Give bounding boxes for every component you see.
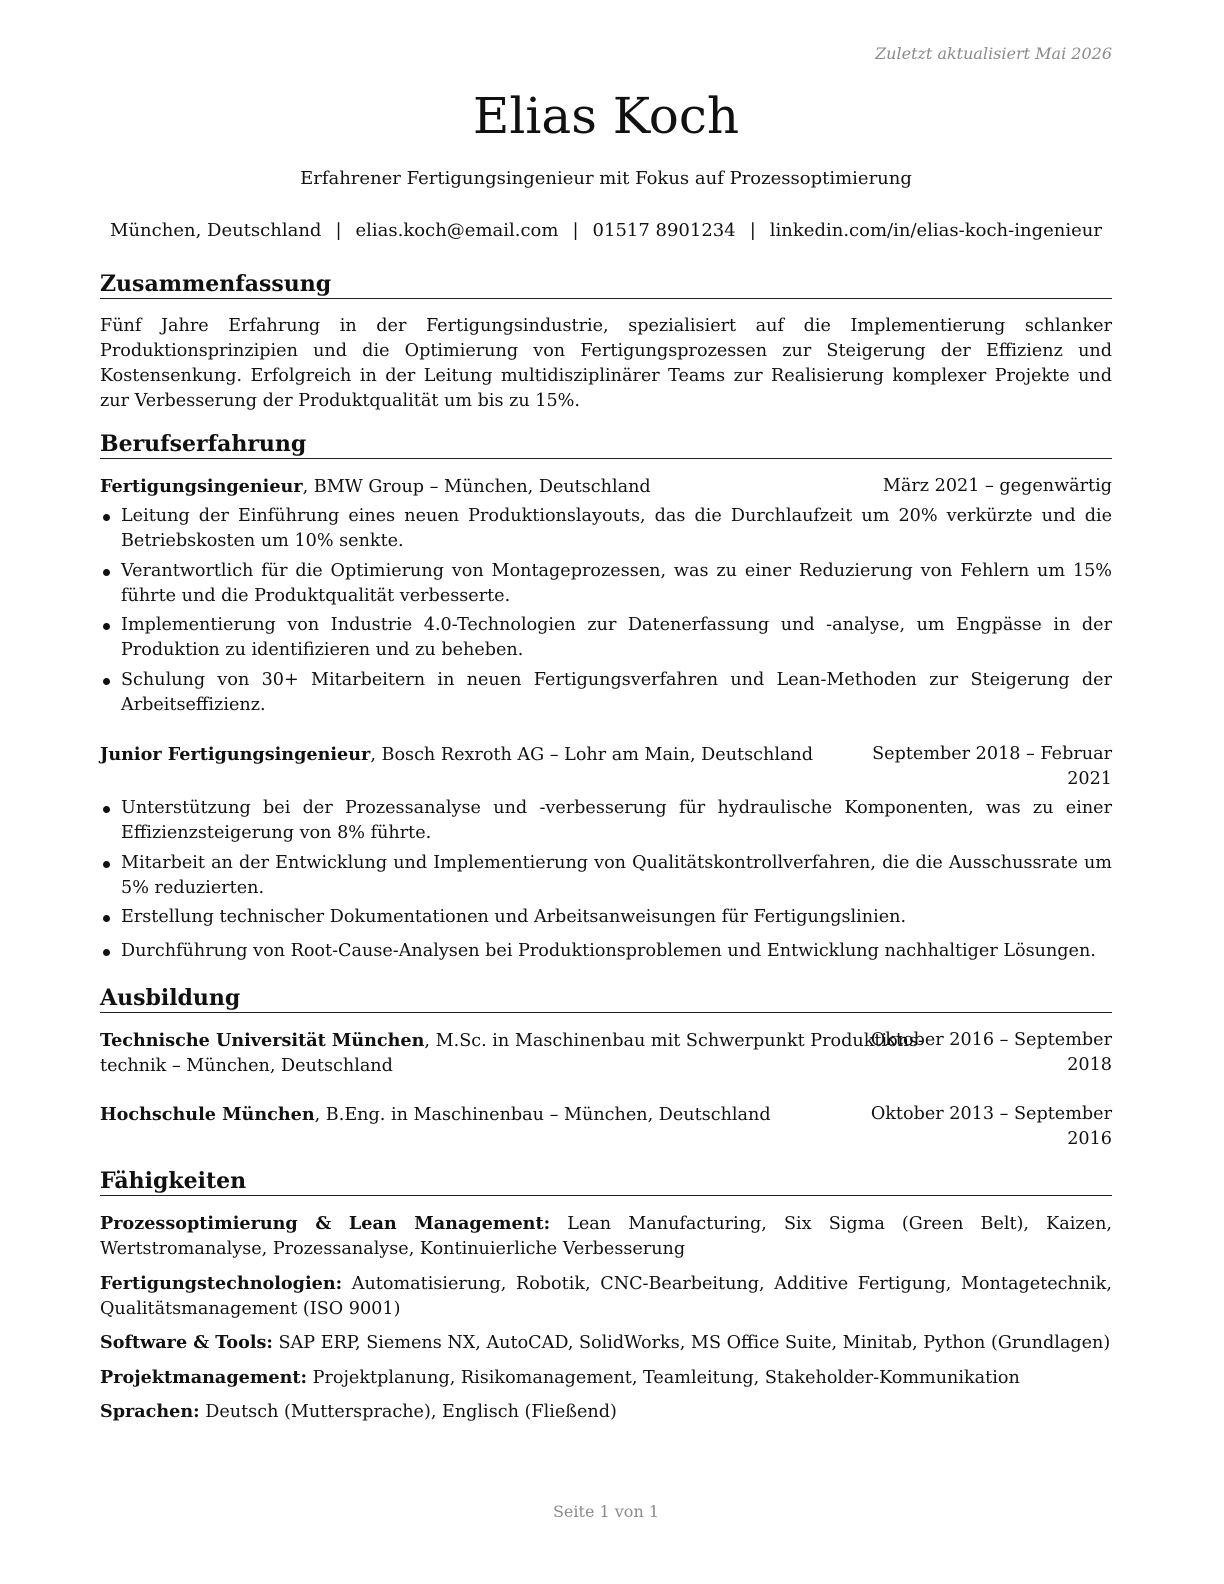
skill-label: Projektmanagement:: [100, 1366, 308, 1388]
list-item: Mitarbeit an der Entwicklung und Implementierung von Qualitätskontrollverfahren, die die Ausschussrate um 5% reduzierten.: [100, 851, 1112, 901]
education-entry: [100, 1028, 1112, 1078]
contact-line: [100, 219, 1112, 243]
education-dates: [871, 1028, 1112, 1078]
job-dates-line: September 2018 – Februar: [872, 744, 1112, 764]
job-bullets: [100, 796, 1112, 969]
job-title: [100, 474, 651, 500]
education-title: [100, 1102, 771, 1128]
resume-page: [100, 0, 1112, 1584]
job-bullets: [100, 504, 1112, 722]
job-header: [100, 742, 1112, 792]
education-dates-line: Oktober 2016 – September: [870, 1030, 1112, 1050]
job-company: , Bosch Rexroth AG – Lohr am Main, Deutschland: [370, 745, 814, 765]
section-title-experience: Berufserfahrung: [100, 430, 1112, 459]
skill-label: Prozessoptimierung & Lean Management:: [100, 1213, 551, 1234]
skill-row: [100, 1399, 1112, 1425]
skill-row: [100, 1365, 1112, 1391]
last-updated: Zuletzt aktualisiert Mai 2026: [875, 44, 1112, 63]
section-title-summary: Zusammenfassung: [100, 270, 1112, 299]
education-entry: [100, 1102, 1112, 1152]
skill-value: SAP ERP, Siemens NX, AutoCAD, SolidWorks, MS Office Suite, Minitab, Python (Grundlagen): [272, 1333, 1111, 1353]
skill-label: Sprachen:: [100, 1401, 200, 1422]
list-item: Erstellung technischer Dokumentationen und Arbeitsanweisungen für Fertigungslinien.: [100, 905, 1112, 930]
job-company: , BMW Group – München, Deutschland: [302, 477, 651, 497]
job-dates: [872, 742, 1112, 792]
job-dates: März 2021 – gegenwärtig: [882, 476, 1112, 496]
skill-label: Software & Tools:: [100, 1332, 273, 1353]
section-title-skills: Fähigkeiten: [100, 1167, 1112, 1196]
education-school: Hochschule München: [100, 1104, 315, 1125]
job-title: [100, 742, 813, 768]
contact-separator: |: [335, 220, 342, 241]
job-dates-line: 2021: [1067, 769, 1112, 789]
skills-list: [100, 1211, 1112, 1434]
skill-value: Automatisierung, Robotik, CNC-Bearbeitung, Additive Fertigung, Montagetechnik, Qualitätsmanagement (ISO 9001): [100, 1273, 1112, 1319]
contact-separator: |: [749, 220, 756, 241]
contact-linkedin[interactable]: linkedin.com/in/elias-koch-ingenieur: [769, 220, 1102, 241]
contact-email[interactable]: elias.koch@email.com: [355, 220, 559, 241]
education-degree: technik – München, Deutschland: [100, 1056, 393, 1076]
education-dates: [871, 1102, 1112, 1152]
education-degree: , B.Eng. in Maschinenbau – München, Deutschland: [314, 1105, 771, 1125]
list-item: Implementierung von Industrie 4.0-Technologien zur Datenerfassung und -analyse, um Engpässe in der Produktion zu identifizieren und zu beheben.: [100, 613, 1112, 663]
list-item: Durchführung von Root-Cause-Analysen bei Produktionsproblemen und Entwicklung nachhaltiger Lösungen.: [100, 939, 1112, 964]
list-item: Unterstützung bei der Prozessanalyse und -verbesserung für hydraulische Komponenten, was zu einer Effizienzsteigerung von 8% führte.: [100, 796, 1112, 846]
candidate-name: Elias Koch: [472, 87, 740, 145]
skill-value: Deutsch (Muttersprache), Englisch (Fließend): [199, 1402, 617, 1422]
contact-separator: |: [572, 220, 579, 241]
job-role: Fertigungsingenieur: [100, 476, 303, 497]
contact-location: München, Deutschland: [110, 220, 322, 241]
skill-value: Lean Manufacturing, Six Sigma (Green Belt), Kaizen, Wertstromanalyse, Prozessanalyse, Kontinuierliche Verbesserung: [100, 1214, 1112, 1259]
page-number: Seite 1 von 1: [552, 1502, 660, 1521]
education-dates-line: Oktober 2013 – September: [870, 1104, 1112, 1124]
headline: Erfahrener Fertigungsingenieur mit Fokus auf Prozessoptimierung: [300, 168, 912, 189]
education-degree: , M.Sc. in Maschinenbau mit Schwerpunkt Produktions-: [424, 1031, 924, 1051]
summary-text: Fünf Jahre Erfahrung in der Fertigungsindustrie, spezialisiert auf die Implementierung schlanker Produktionsprinzipien und die Optimierung von Fertigungsprozessen zur Steigerung der Effizienz und Kostensenkung. Erfolgreich in der Leitung multidisziplinärer Teams zur Realisierung komplexer Projekte und zur Verbesserung der Produktqualität um bis zu 15%.: [100, 316, 1112, 411]
education-dates-line: 2016: [1067, 1129, 1112, 1149]
list-item: Schulung von 30+ Mitarbeitern in neuen Fertigungsverfahren und Lean-Methoden zur Steigerung der Arbeitseffizienz.: [100, 668, 1112, 718]
section-title-education: Ausbildung: [100, 984, 1112, 1013]
skill-row: [100, 1330, 1112, 1356]
list-item: Leitung der Einführung eines neuen Produktionslayouts, das die Durchlaufzeit um 20% verkürzte und die Betriebskosten um 10% senkte.: [100, 504, 1112, 554]
job-header: [100, 474, 1112, 499]
skill-label: Fertigungstechnologien:: [100, 1272, 343, 1294]
skill-row: [100, 1271, 1112, 1322]
skill-value: Projektplanung, Risikomanagement, Teamleitung, Stakeholder-Kommunikation: [307, 1367, 1020, 1388]
education-school: Technische Universität München: [100, 1030, 425, 1051]
education-dates-line: 2018: [1067, 1055, 1112, 1075]
job-role: Junior Fertigungsingenieur: [100, 744, 371, 765]
skill-row: [100, 1211, 1112, 1262]
contact-phone: 01517 8901234: [592, 220, 736, 241]
education-title: [100, 1028, 924, 1079]
list-item: Verantwortlich für die Optimierung von Montageprozessen, was zu einer Reduzierung von Fehlern um 15% führte und die Produktqualität verbesserte.: [100, 559, 1112, 609]
